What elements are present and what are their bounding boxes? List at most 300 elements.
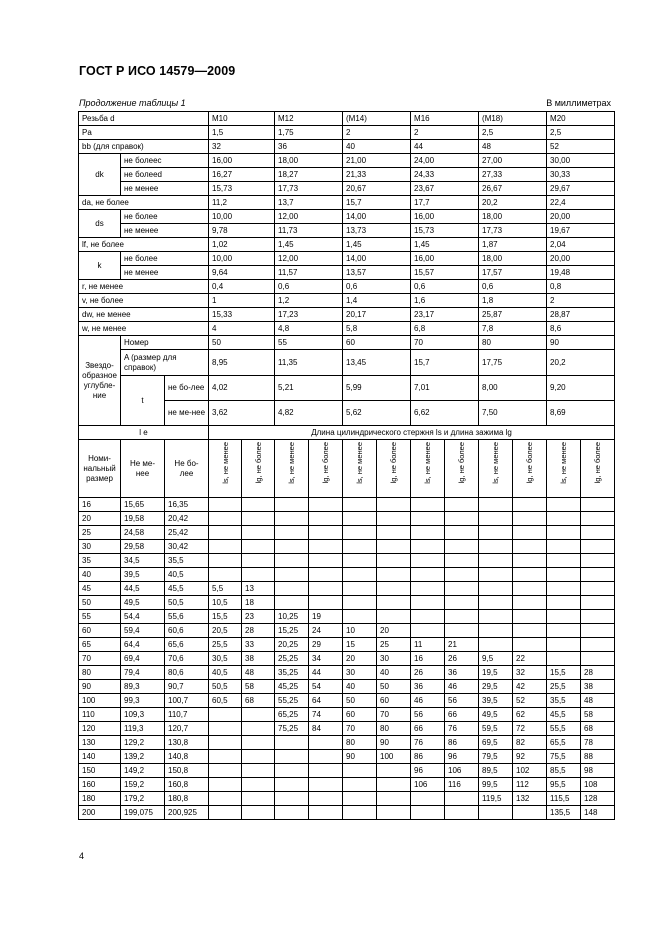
length-value-cell	[209, 764, 242, 778]
table-row	[79, 666, 615, 680]
length-value-cell	[479, 526, 513, 540]
length-value-cell	[242, 568, 275, 582]
value-cell: 17,57	[479, 266, 547, 280]
lg-header	[581, 440, 615, 498]
value-cell: 1,87	[479, 238, 547, 252]
length-value-cell	[209, 736, 242, 750]
min-cell: 69,4	[121, 652, 165, 666]
length-value-cell	[343, 498, 377, 512]
length-value-cell	[581, 512, 615, 526]
length-value-cell	[209, 526, 242, 540]
value-cell: 20,67	[343, 182, 411, 196]
length-value-cell: 46	[445, 680, 479, 694]
length-value-cell	[547, 638, 581, 652]
length-value-cell: 10,5	[209, 596, 242, 610]
length-value-cell: 85,5	[547, 764, 581, 778]
value-cell: 7,01	[411, 376, 479, 401]
value-cell: 5,8	[343, 322, 411, 336]
length-value-cell	[377, 596, 411, 610]
length-value-cell: 75,25	[275, 722, 309, 736]
value-cell: 1,2	[275, 294, 343, 308]
length-value-cell	[479, 610, 513, 624]
length-value-cell	[242, 554, 275, 568]
length-value-cell: 36	[445, 666, 479, 680]
param-sublabel: не менее	[121, 224, 209, 238]
length-value-cell	[377, 498, 411, 512]
value-cell: 40	[343, 140, 411, 154]
length-value-cell	[513, 512, 547, 526]
nominal-cell: 160	[79, 778, 121, 792]
table-row	[79, 638, 615, 652]
value-cell: 15,7	[343, 196, 411, 210]
value-cell: 17,23	[275, 308, 343, 322]
param-sublabel: не более	[121, 210, 209, 224]
socket-label: Звездо-образное углубле-ние	[79, 336, 121, 426]
value-cell: 16,00	[411, 252, 479, 266]
table-row	[79, 652, 615, 666]
length-value-cell	[275, 596, 309, 610]
length-value-cell	[209, 540, 242, 554]
length-value-cell: 119,5	[479, 792, 513, 806]
length-value-cell: 55,5	[547, 722, 581, 736]
min-cell: 19,58	[121, 512, 165, 526]
length-value-cell: 132	[513, 792, 547, 806]
value-cell: 13,73	[343, 224, 411, 238]
length-value-cell	[479, 596, 513, 610]
value-cell: 20,17	[343, 308, 411, 322]
max-cell: 20,42	[165, 512, 209, 526]
length-value-cell	[445, 792, 479, 806]
ls-header	[411, 440, 445, 498]
nominal-cell: 70	[79, 652, 121, 666]
max-cell: 16,35	[165, 498, 209, 512]
length-value-cell: 60	[377, 694, 411, 708]
length-value-cell: 22	[513, 652, 547, 666]
length-value-cell: 28	[581, 666, 615, 680]
length-value-cell	[513, 610, 547, 624]
length-value-cell: 76	[411, 736, 445, 750]
value-cell: 15,33	[209, 308, 275, 322]
value-cell: 14,00	[343, 210, 411, 224]
min-cell: 159,2	[121, 778, 165, 792]
length-value-cell: 40	[377, 666, 411, 680]
ls-header	[547, 440, 581, 498]
length-value-cell	[275, 764, 309, 778]
length-value-cell: 68	[581, 722, 615, 736]
value-cell: 29,67	[547, 182, 615, 196]
param-sublabel: не ме-нее	[165, 401, 209, 426]
value-cell: 16,27	[209, 168, 275, 182]
length-value-cell	[242, 708, 275, 722]
ls-header	[343, 440, 377, 498]
param-label: lf, не более	[79, 238, 209, 252]
length-value-cell: 56	[411, 708, 445, 722]
table-row	[79, 308, 615, 322]
table-row	[79, 196, 615, 210]
table-row	[79, 554, 615, 568]
length-value-cell	[377, 512, 411, 526]
length-value-cell	[309, 736, 343, 750]
length-value-cell: 38	[581, 680, 615, 694]
table-row	[79, 540, 615, 554]
length-value-cell: 90	[343, 750, 377, 764]
size-header: М20	[547, 112, 615, 126]
length-value-cell	[445, 526, 479, 540]
max-cell: 40,5	[165, 568, 209, 582]
length-value-cell: 46	[411, 694, 445, 708]
param-sublabel: не болееc	[121, 154, 209, 168]
value-cell: 2,5	[479, 126, 547, 140]
length-value-cell: 106	[411, 778, 445, 792]
length-value-cell	[445, 806, 479, 820]
length-value-cell	[479, 512, 513, 526]
length-value-cell: 96	[411, 764, 445, 778]
length-value-cell: 55,25	[275, 694, 309, 708]
length-value-cell	[377, 778, 411, 792]
table-row	[79, 512, 615, 526]
max-cell: 65,6	[165, 638, 209, 652]
table-row	[79, 498, 615, 512]
max-cell: 80,6	[165, 666, 209, 680]
table-row	[79, 526, 615, 540]
nominal-cell: 110	[79, 708, 121, 722]
length-value-cell	[309, 792, 343, 806]
length-value-cell	[209, 554, 242, 568]
min-cell: 179,2	[121, 792, 165, 806]
length-value-cell	[242, 736, 275, 750]
value-cell: 2,04	[547, 238, 615, 252]
value-cell: 2	[411, 126, 479, 140]
value-cell: 1,6	[411, 294, 479, 308]
value-cell: 15,73	[411, 224, 479, 238]
max-cell: 90,7	[165, 680, 209, 694]
length-value-cell	[343, 764, 377, 778]
length-value-cell: 20,5	[209, 624, 242, 638]
length-value-cell	[343, 554, 377, 568]
length-value-cell: 20,25	[275, 638, 309, 652]
param-sublabel: Номер	[121, 336, 209, 350]
length-value-cell	[309, 526, 343, 540]
length-value-cell	[479, 540, 513, 554]
length-value-cell: 45,25	[275, 680, 309, 694]
lg-header	[513, 440, 547, 498]
length-value-cell	[343, 778, 377, 792]
length-value-cell: 10	[343, 624, 377, 638]
value-cell: 7,8	[479, 322, 547, 336]
length-value-cell: 40	[343, 680, 377, 694]
value-cell: 15,73	[209, 182, 275, 196]
size-header: М12	[275, 112, 343, 126]
param-label: w, не менее	[79, 322, 209, 336]
length-value-cell: 34	[309, 652, 343, 666]
value-cell: 1	[209, 294, 275, 308]
min-cell: 79,4	[121, 666, 165, 680]
length-value-cell: 112	[513, 778, 547, 792]
length-value-cell	[343, 806, 377, 820]
length-value-cell	[411, 526, 445, 540]
table-row	[79, 350, 615, 376]
length-value-cell	[581, 568, 615, 582]
length-value-cell	[445, 512, 479, 526]
table-row	[79, 224, 615, 238]
length-value-cell: 80	[377, 722, 411, 736]
length-value-cell: 36	[411, 680, 445, 694]
nominal-cell: 90	[79, 680, 121, 694]
param-label: v, не более	[79, 294, 209, 308]
length-value-cell: 90	[377, 736, 411, 750]
length-value-cell	[377, 582, 411, 596]
value-cell: 18,27	[275, 168, 343, 182]
length-value-cell: 5,5	[209, 582, 242, 596]
nominal-cell: 200	[79, 806, 121, 820]
length-value-cell	[411, 610, 445, 624]
length-value-cell	[275, 554, 309, 568]
ls-label: ls, не менее	[491, 442, 501, 484]
length-value-cell	[547, 568, 581, 582]
length-value-cell	[479, 498, 513, 512]
value-cell: 90	[547, 336, 615, 350]
nominal-cell: 80	[79, 666, 121, 680]
param-sublabel: не бо-лее	[165, 376, 209, 401]
length-value-cell	[411, 554, 445, 568]
length-value-cell: 15,5	[209, 610, 242, 624]
length-value-cell: 60,5	[209, 694, 242, 708]
length-value-cell: 115,5	[547, 792, 581, 806]
param-label: da, не более	[79, 196, 209, 210]
nominal-cell: 16	[79, 498, 121, 512]
length-value-cell	[513, 526, 547, 540]
table-row	[79, 154, 615, 168]
length-value-cell: 48	[242, 666, 275, 680]
table-row	[79, 568, 615, 582]
nominal-cell: 35	[79, 554, 121, 568]
nominal-cell: 120	[79, 722, 121, 736]
value-cell: 60	[343, 336, 411, 350]
length-value-cell: 28	[242, 624, 275, 638]
value-cell: 19,67	[547, 224, 615, 238]
thread-label: Резьба d	[79, 112, 209, 126]
length-value-cell: 100	[377, 750, 411, 764]
length-value-cell	[445, 596, 479, 610]
value-cell: 8,69	[547, 401, 615, 426]
table-continuation-label: Продолжение таблицы 1	[79, 98, 186, 108]
size-header: (М18)	[479, 112, 547, 126]
length-value-cell: 11	[411, 638, 445, 652]
value-cell: 16,00	[411, 210, 479, 224]
table-row	[79, 806, 615, 820]
value-cell: 20,00	[547, 252, 615, 266]
value-cell: 24,33	[411, 168, 479, 182]
length-value-cell	[547, 582, 581, 596]
value-cell: 20,00	[547, 210, 615, 224]
table-row	[79, 294, 615, 308]
length-value-cell: 68	[242, 694, 275, 708]
table-row	[79, 694, 615, 708]
lg-label: lg, не более	[593, 442, 603, 484]
length-value-cell	[242, 750, 275, 764]
value-cell: 18,00	[275, 154, 343, 168]
length-value-cell: 56	[445, 694, 479, 708]
length-value-cell	[411, 498, 445, 512]
value-cell: 0,6	[343, 280, 411, 294]
value-cell: 25,87	[479, 308, 547, 322]
lg-label: lg, не более	[389, 442, 399, 484]
value-cell: 1,4	[343, 294, 411, 308]
length-value-cell	[309, 498, 343, 512]
value-cell: 27,00	[479, 154, 547, 168]
lg-header	[309, 440, 343, 498]
length-value-cell: 86	[445, 736, 479, 750]
length-value-cell: 15	[343, 638, 377, 652]
length-value-cell: 52	[513, 694, 547, 708]
length-value-cell	[479, 624, 513, 638]
min-cell: 129,2	[121, 736, 165, 750]
page-number: 4	[79, 851, 85, 861]
value-cell: 15,7	[411, 350, 479, 376]
length-value-cell: 79,5	[479, 750, 513, 764]
length-value-cell	[411, 512, 445, 526]
nominal-cell: 150	[79, 764, 121, 778]
length-value-cell: 69,5	[479, 736, 513, 750]
max-cell: 160,8	[165, 778, 209, 792]
table-row	[79, 126, 615, 140]
length-value-cell	[581, 526, 615, 540]
table-row	[79, 582, 615, 596]
length-value-cell: 106	[445, 764, 479, 778]
length-value-cell	[547, 610, 581, 624]
length-label: l e	[79, 426, 209, 440]
value-cell: 36	[275, 140, 343, 154]
max-cell: 130,8	[165, 736, 209, 750]
units-label: В миллиметрах	[546, 98, 611, 108]
length-value-cell	[547, 526, 581, 540]
lg-header	[445, 440, 479, 498]
table-row	[79, 266, 615, 280]
value-cell: 16,00	[209, 154, 275, 168]
param-label: Pa	[79, 126, 209, 140]
length-value-cell: 30,5	[209, 652, 242, 666]
value-cell: 18,00	[479, 252, 547, 266]
min-cell: 34,5	[121, 554, 165, 568]
length-value-cell	[377, 792, 411, 806]
value-cell: 1,45	[275, 238, 343, 252]
value-cell: 20,2	[547, 350, 615, 376]
length-value-cell	[513, 582, 547, 596]
min-cell: 149,2	[121, 764, 165, 778]
length-value-cell: 84	[309, 722, 343, 736]
min-cell: 119,3	[121, 722, 165, 736]
length-value-cell: 20	[377, 624, 411, 638]
length-value-cell: 9,5	[479, 652, 513, 666]
length-value-cell	[547, 512, 581, 526]
max-cell: 140,8	[165, 750, 209, 764]
value-cell: 0,8	[547, 280, 615, 294]
min-cell: 109,3	[121, 708, 165, 722]
length-value-cell: 74	[309, 708, 343, 722]
cyl-header: Длина цилиндрического стержня ls и длина зажима lg	[209, 426, 615, 440]
max-header: Не бо-лее	[165, 440, 209, 498]
value-cell: 21,00	[343, 154, 411, 168]
table-row	[79, 610, 615, 624]
length-value-cell	[377, 764, 411, 778]
table-row	[79, 750, 615, 764]
length-value-cell	[377, 568, 411, 582]
table-row	[79, 778, 615, 792]
length-value-cell	[479, 568, 513, 582]
ls-label: ls, не менее	[220, 442, 230, 484]
length-value-cell: 25,5	[209, 638, 242, 652]
length-value-cell	[275, 806, 309, 820]
length-value-cell: 25,25	[275, 652, 309, 666]
nominal-cell: 45	[79, 582, 121, 596]
value-cell: 12,00	[275, 210, 343, 224]
length-value-cell	[377, 554, 411, 568]
max-cell: 60,6	[165, 624, 209, 638]
ls-label: ls, не менее	[559, 442, 569, 484]
length-value-cell	[445, 498, 479, 512]
ls-header	[275, 440, 309, 498]
min-cell: 59,4	[121, 624, 165, 638]
length-value-cell: 66	[445, 708, 479, 722]
length-value-cell	[242, 512, 275, 526]
length-value-cell	[275, 540, 309, 554]
value-cell: 1,02	[209, 238, 275, 252]
table-row	[79, 336, 615, 350]
length-value-cell	[445, 568, 479, 582]
nominal-cell: 180	[79, 792, 121, 806]
length-value-cell: 38	[242, 652, 275, 666]
length-value-cell: 18	[242, 596, 275, 610]
length-value-cell: 19,5	[479, 666, 513, 680]
value-cell: 11,35	[275, 350, 343, 376]
length-value-cell: 15,25	[275, 624, 309, 638]
length-value-cell: 92	[513, 750, 547, 764]
spec-table	[78, 111, 615, 820]
length-value-cell: 70	[343, 722, 377, 736]
length-value-cell: 35,25	[275, 666, 309, 680]
length-value-cell	[343, 596, 377, 610]
length-value-cell: 135,5	[547, 806, 581, 820]
length-value-cell: 48	[581, 694, 615, 708]
length-value-cell	[547, 554, 581, 568]
length-value-cell	[581, 498, 615, 512]
value-cell: 10,00	[209, 210, 275, 224]
size-header: (М14)	[343, 112, 411, 126]
length-value-cell	[445, 610, 479, 624]
nominal-cell: 30	[79, 540, 121, 554]
length-value-cell	[445, 582, 479, 596]
length-value-cell	[309, 512, 343, 526]
table-row	[79, 168, 615, 182]
value-cell: 28,87	[547, 308, 615, 322]
table-row	[79, 426, 615, 440]
size-header: М10	[209, 112, 275, 126]
value-cell: 30,00	[547, 154, 615, 168]
length-value-cell: 58	[242, 680, 275, 694]
length-value-cell: 65,25	[275, 708, 309, 722]
length-value-cell	[581, 540, 615, 554]
value-cell: 13,45	[343, 350, 411, 376]
length-value-cell	[309, 582, 343, 596]
length-value-cell: 26	[445, 652, 479, 666]
lg-label: lg, не более	[253, 442, 263, 484]
table-row	[79, 280, 615, 294]
value-cell: 13,57	[343, 266, 411, 280]
length-value-cell	[479, 582, 513, 596]
length-value-cell	[242, 498, 275, 512]
max-cell: 55,6	[165, 610, 209, 624]
nominal-header: Номи-нальный размер	[79, 440, 121, 498]
